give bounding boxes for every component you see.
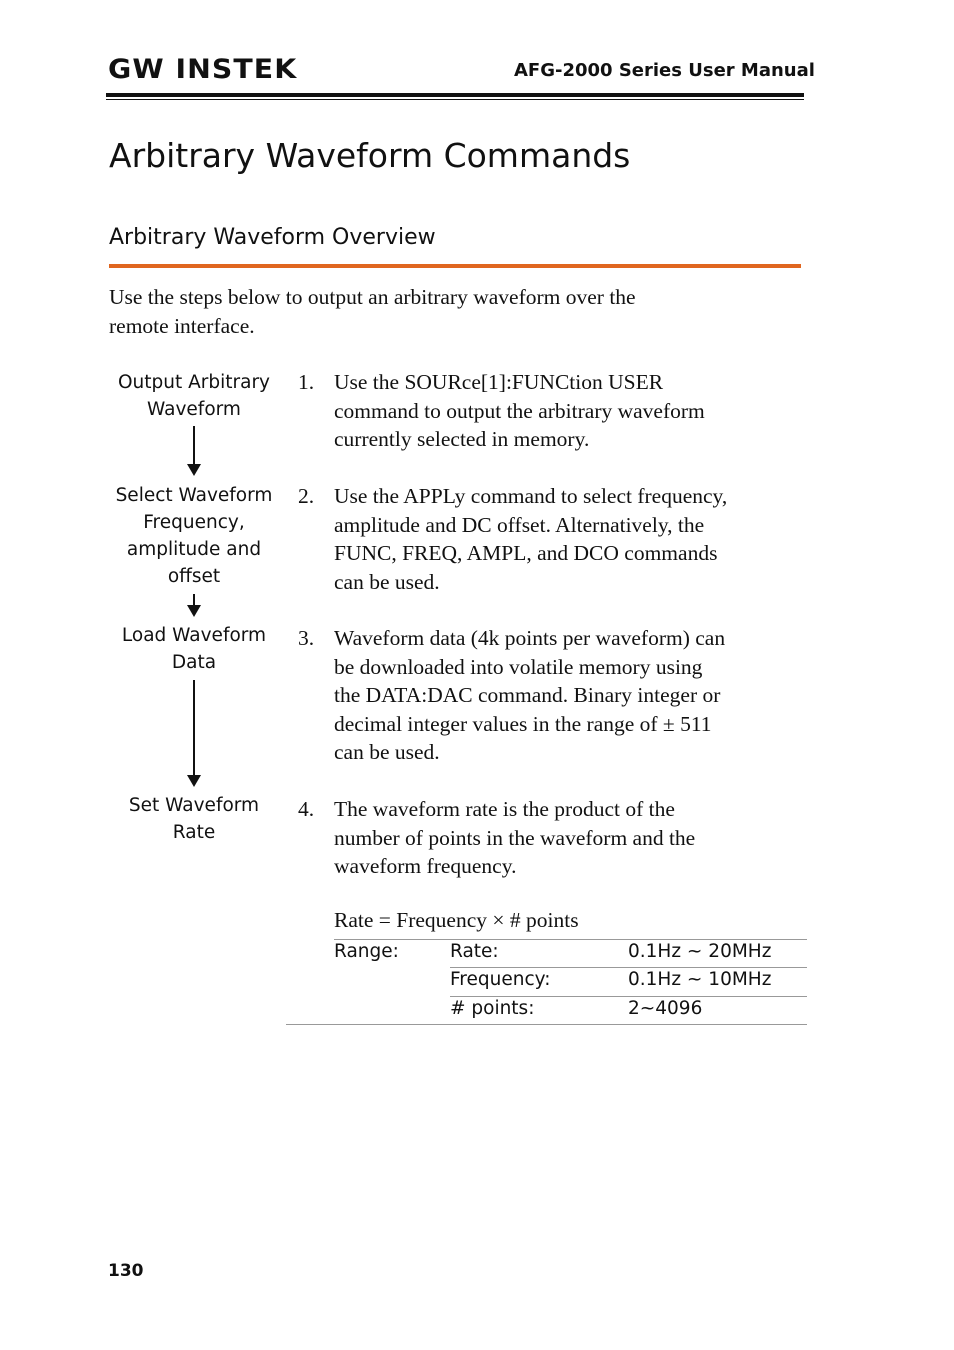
step-line: amplitude and DC offset. Alternatively, the: [334, 512, 705, 537]
step-line: Use the APPLy command to select frequency,: [334, 484, 728, 508]
page-number: 130: [108, 1261, 144, 1281]
flow-label-line: amplitude and: [126, 539, 262, 560]
step-text: [334, 368, 804, 454]
flow-label-line: Load Waveform: [121, 625, 267, 646]
intro-line: Use the steps below to output an arbitrary waveform over the: [109, 285, 636, 309]
step-text: [334, 482, 804, 596]
step-line: be downloaded into volatile memory using: [334, 654, 703, 679]
step-line: currently selected in memory.: [334, 427, 590, 451]
down-arrow-icon: [187, 775, 201, 787]
table-bottom-rule: [286, 1024, 807, 1025]
step-number: 3.: [298, 626, 315, 650]
flow-label-line: Select Waveform: [115, 485, 273, 506]
step-line: FUNC, FREQ, AMPL, and DCO commands: [334, 541, 718, 565]
rate-formula: Rate = Frequency × # points: [334, 908, 579, 932]
range-row-name: # points:: [450, 998, 535, 1019]
table-rule: [334, 939, 807, 940]
range-row-value: 0.1Hz ~ 20MHz: [628, 941, 772, 962]
table-rule: [450, 996, 807, 997]
down-arrow-icon: [187, 605, 201, 617]
range-row-name: Frequency:: [450, 969, 551, 990]
flow-label-line: Output Arbitrary: [117, 372, 271, 393]
step-line: can be used.: [334, 740, 440, 764]
step-line: The waveform rate is the product of the: [334, 797, 675, 821]
flow-label-line: Waveform: [147, 399, 241, 420]
step-number: 1.: [298, 370, 315, 394]
step-line: Waveform data (4k points per waveform) can: [334, 626, 726, 650]
header-rule: [106, 93, 804, 97]
step-line: decimal integer values in the range of ± 511: [334, 711, 712, 736]
step-text: [334, 795, 804, 881]
down-arrow-icon: [187, 464, 201, 476]
range-row-name: Rate:: [450, 941, 499, 962]
flow-step-set-waveform-rate: [104, 792, 284, 846]
flow-step-output-arbitrary-waveform: [104, 369, 284, 423]
range-row-value: 0.1Hz ~ 10MHz: [628, 969, 772, 990]
flow-step-load-waveform-data: [104, 622, 284, 676]
flow-arrow-shaft: [193, 426, 195, 466]
flow-label-line: Set Waveform: [128, 795, 260, 816]
flow-label-line: Frequency,: [143, 512, 245, 533]
step-line: can be used.: [334, 569, 440, 594]
range-row-value: 2~4096: [628, 998, 703, 1019]
section-divider: [109, 264, 801, 268]
flow-step-select-waveform: [104, 482, 284, 590]
intro-paragraph: [109, 283, 769, 341]
intro-line: remote interface.: [109, 314, 255, 338]
step-line: Use the SOURce[1]:FUNCtion USER: [334, 370, 664, 394]
step-number: 2.: [298, 484, 315, 508]
step-line: number of points in the waveform and the: [334, 825, 696, 850]
manual-title: AFG-2000 Series User Manual: [514, 60, 815, 81]
flow-arrow-shaft: [193, 680, 195, 776]
step-number: 4.: [298, 797, 315, 821]
header-rule-thin: [106, 99, 804, 100]
step-line: waveform frequency.: [334, 854, 517, 878]
section-title: Arbitrary Waveform Overview: [109, 225, 436, 250]
flow-label-line: offset: [167, 566, 221, 587]
flow-label-line: Rate: [172, 822, 216, 843]
brand-logo: GW INSTEK: [108, 54, 298, 85]
chapter-title: Arbitrary Waveform Commands: [109, 136, 631, 175]
step-line: the DATA:DAC command. Binary integer or: [334, 683, 721, 707]
range-label: Range:: [334, 941, 399, 962]
step-text: [334, 624, 804, 767]
flow-label-line: Data: [171, 652, 217, 673]
step-line: command to output the arbitrary waveform: [334, 398, 705, 423]
table-rule: [450, 967, 807, 968]
